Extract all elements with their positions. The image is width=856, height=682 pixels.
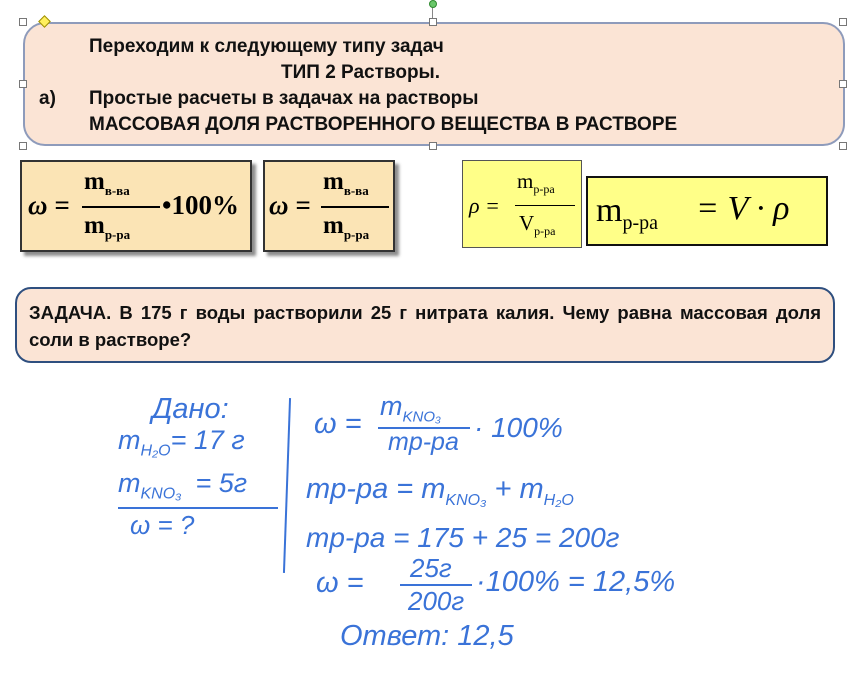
formula3-denominator: $V_{р-ра}$ bbox=[519, 211, 556, 239]
hw-step4-numerator: 25г bbox=[410, 553, 452, 583]
formula2-fraction-bar bbox=[321, 206, 389, 208]
formula4-lhs: $m_{р-ра}$ bbox=[596, 192, 658, 234]
formula3-numerator: $m_{р-ра}$ bbox=[517, 169, 555, 197]
resize-handle-b[interactable] bbox=[429, 142, 437, 150]
hw-given-underline bbox=[118, 507, 278, 509]
formula1-denominator: $m_{р-ра}$ bbox=[84, 212, 131, 242]
hw-step4-denominator: 200г bbox=[408, 586, 465, 616]
header-item-marker: а) bbox=[39, 88, 56, 109]
resize-handle-r[interactable] bbox=[839, 80, 847, 88]
formula3-fraction-bar bbox=[515, 205, 575, 206]
rotation-handle[interactable] bbox=[429, 0, 437, 8]
header-line1: Переходим к следующему типу задач bbox=[89, 36, 444, 57]
formula1-fraction-bar bbox=[82, 206, 160, 208]
formula1-numerator: $m_{в-ва}$ bbox=[84, 168, 130, 198]
hw-step1-numerator: $m_{KNO_3}$ bbox=[380, 391, 441, 426]
hw-find: ω = ? bbox=[130, 510, 195, 540]
header-box[interactable] bbox=[23, 22, 845, 146]
formula1-tail: •100% bbox=[162, 190, 239, 220]
hw-step3: mр-ра = 175 + 25 = 200г bbox=[306, 522, 620, 553]
hw-given-water: $m_{H_2O}= 17$ г bbox=[118, 425, 245, 460]
resize-handle-br[interactable] bbox=[839, 142, 847, 150]
header-line2: ТИП 2 Растворы. bbox=[281, 62, 441, 83]
hw-given-title: Дано: bbox=[152, 393, 229, 425]
hw-step4-tail: ·100% = 12,5% bbox=[476, 566, 676, 598]
formula-density bbox=[462, 160, 582, 248]
task-text: ЗАДАЧА. В 175 г воды растворили 25 г нитрата калия. Чему равна массовая доля соли в растворе? bbox=[29, 302, 821, 350]
formula2-denominator: $m_{р-ра}$ bbox=[323, 212, 370, 242]
hw-given-salt: $m_{KNO_3} = 5г$ bbox=[118, 468, 248, 503]
formula1-lhs: ω = bbox=[28, 190, 70, 220]
hw-answer: Ответ: 12,5 bbox=[340, 620, 514, 652]
formula4-rhs: = V · ρ bbox=[696, 190, 790, 227]
hw-step4-lhs: ω = bbox=[316, 567, 364, 599]
formula-solution-mass bbox=[586, 176, 828, 246]
resize-handle-bl[interactable] bbox=[19, 142, 27, 150]
task-box bbox=[15, 287, 835, 363]
hw-step2: $mр-ра = m_{KNO_3} + m_{H_2O}$ bbox=[306, 473, 574, 509]
formula2-numerator: $m_{в-ва}$ bbox=[323, 168, 369, 198]
header-line3: Простые расчеты в задачах на растворы bbox=[89, 88, 479, 109]
hw-vertical-divider bbox=[283, 398, 291, 573]
formula-mass-fraction-percent bbox=[20, 160, 252, 252]
hw-step1-tail: · 100% bbox=[474, 412, 563, 443]
formula2-lhs: ω = bbox=[269, 190, 311, 220]
hw-step1-lhs: ω = bbox=[314, 408, 362, 440]
formula-mass-fraction bbox=[263, 160, 395, 252]
formula3-lhs: ρ = bbox=[469, 193, 500, 218]
resize-handle-l[interactable] bbox=[19, 80, 27, 88]
header-line4: МАССОВАЯ ДОЛЯ РАСТВОРЕННОГО ВЕЩЕСТВА В РАСТВОРЕ bbox=[89, 114, 678, 135]
resize-handle-tl[interactable] bbox=[19, 18, 27, 26]
resize-handle-t[interactable] bbox=[429, 18, 437, 26]
resize-handle-tr[interactable] bbox=[839, 18, 847, 26]
hw-step1-denominator: mр-ра bbox=[388, 428, 459, 456]
